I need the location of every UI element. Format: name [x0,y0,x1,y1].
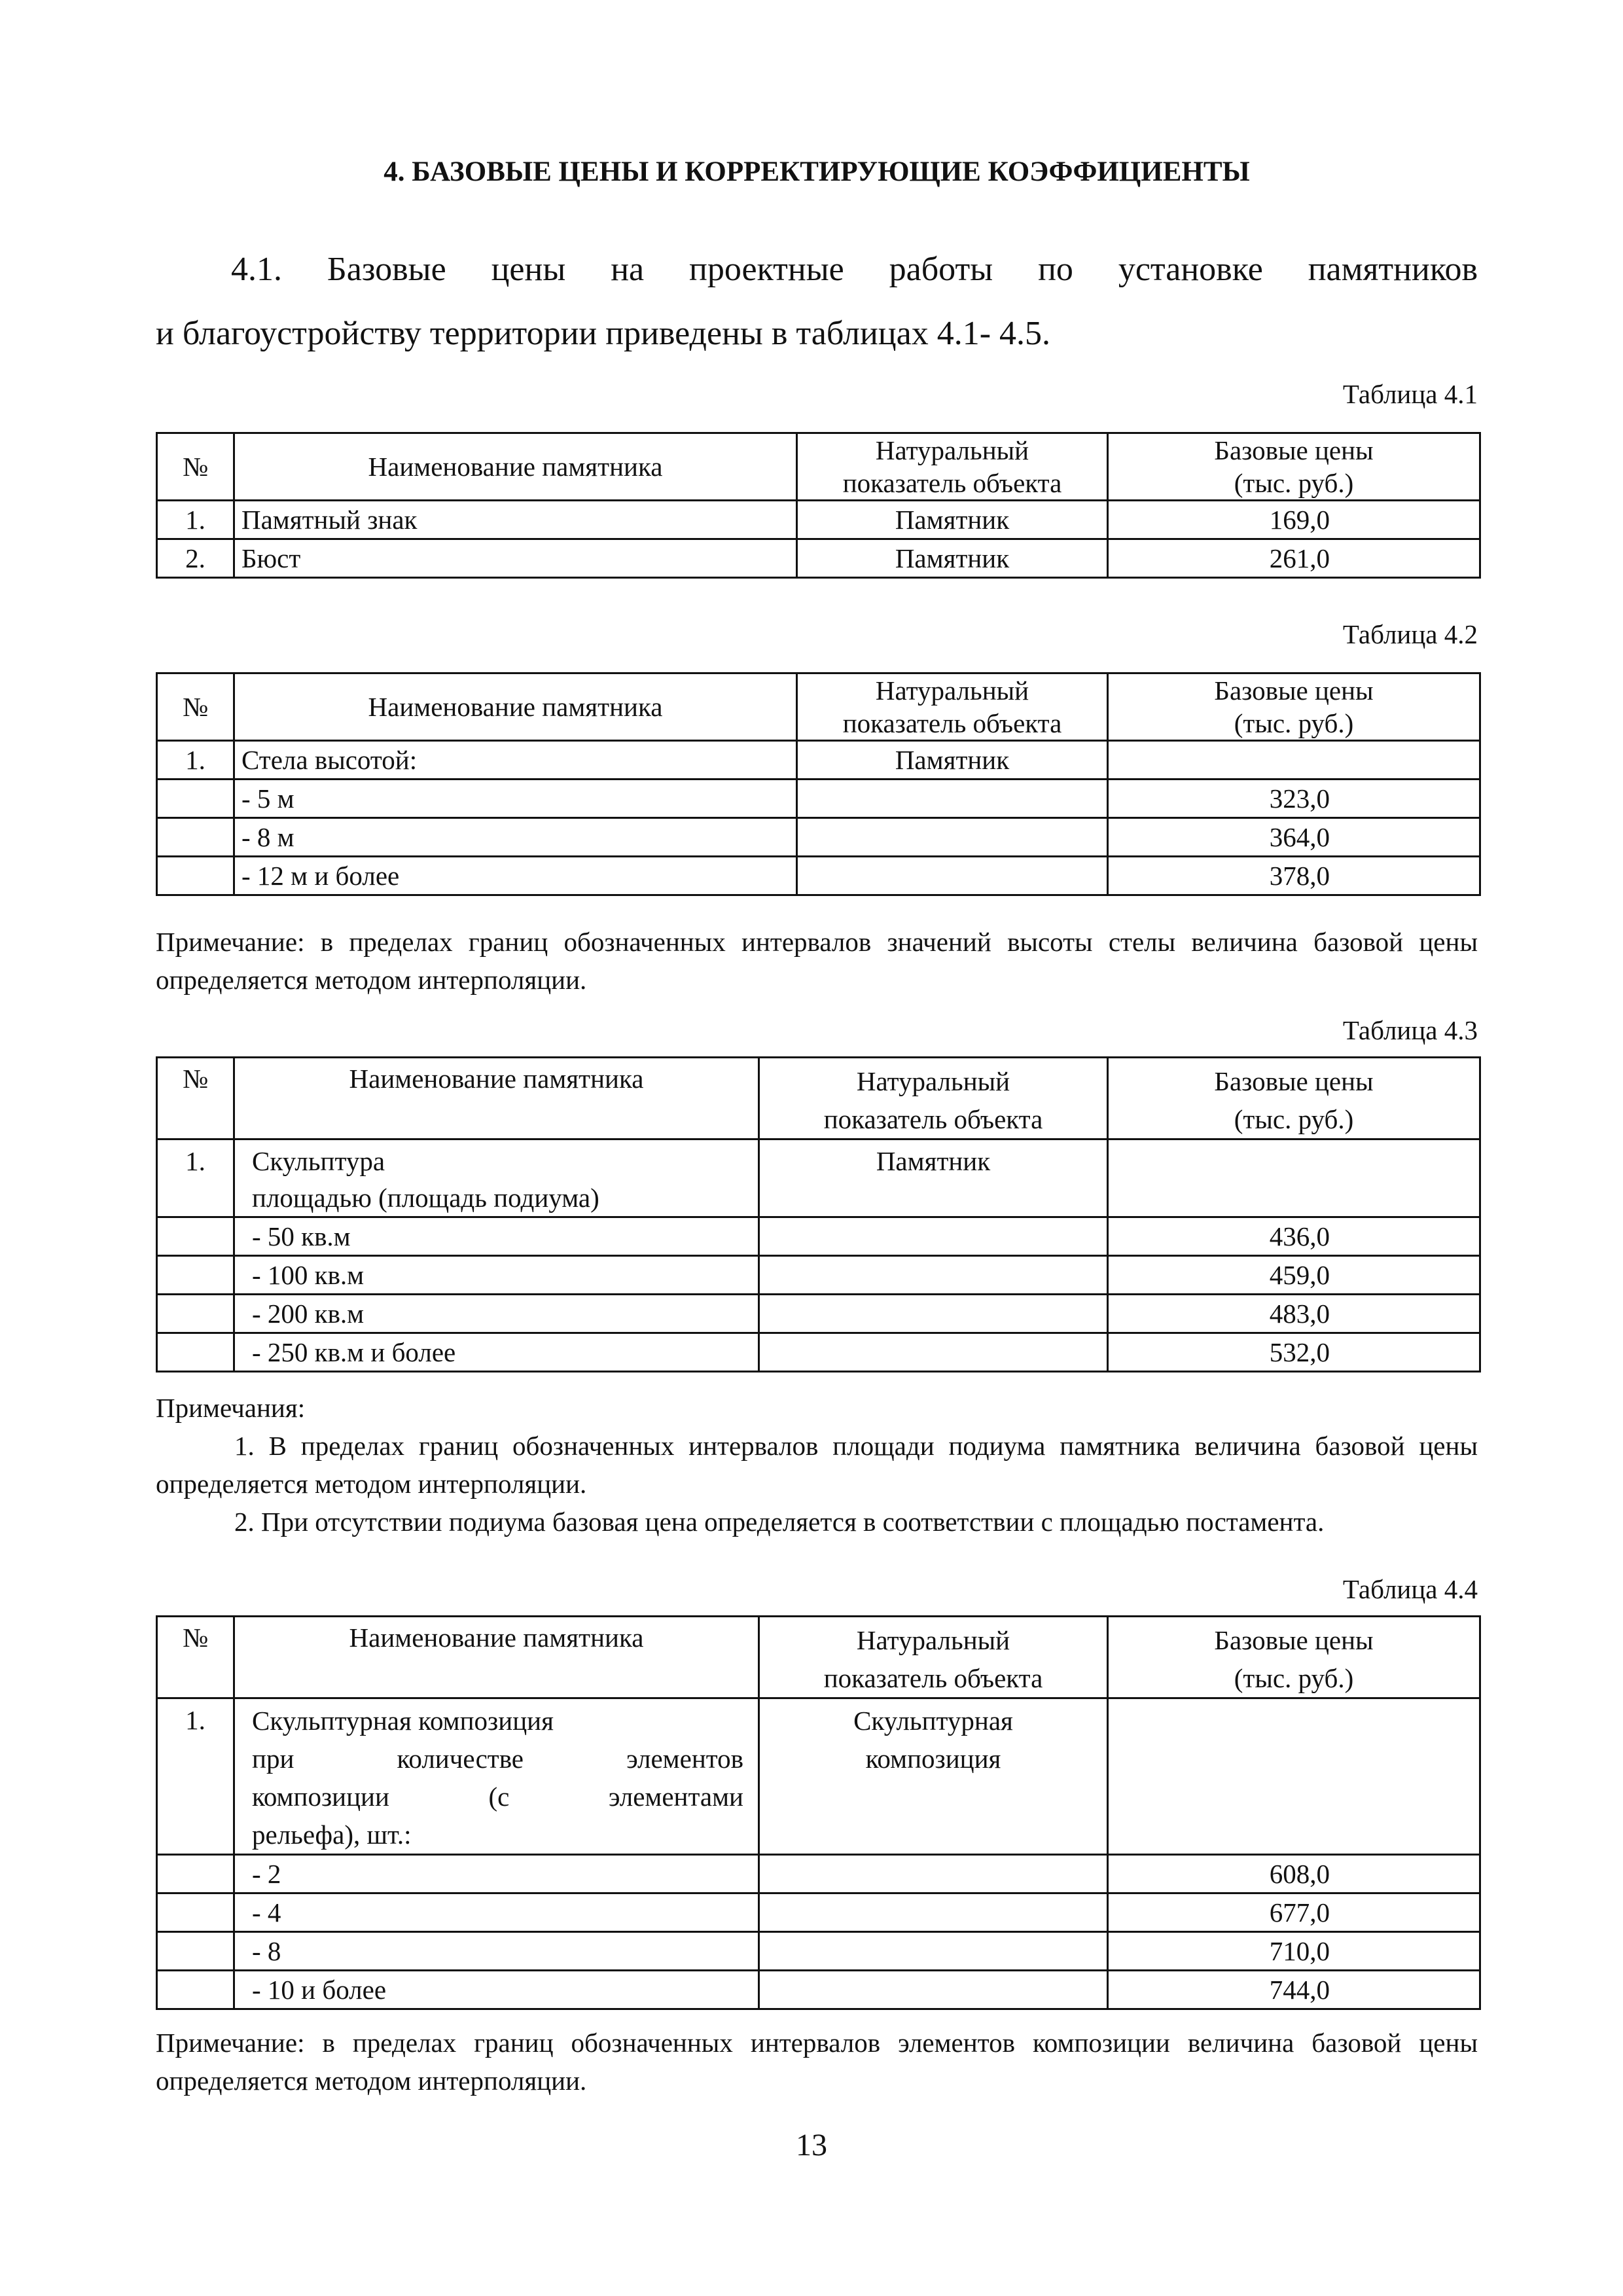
header-indicator: Натуральный показатель объекта [759,1617,1108,1698]
header-name: Наименование памятника [234,1058,759,1139]
table-row: - 8 710,0 [157,1932,1480,1971]
intro-line-1: 4.1. Базовые цены на проектные работы по установке памятников [231,251,1478,288]
table-4-4 [156,1615,1481,2010]
table-4-2 [156,672,1481,896]
table-row: 1. Скульптурная композиция при количестве элементов композиции (с элементами рельефа), шт.: Скульптурная композиция [157,1698,1480,1855]
table-row: - 50 кв.м 436,0 [157,1217,1480,1256]
table-row: 2. Бюст Памятник 261,0 [157,539,1480,578]
header-num: № [157,433,234,501]
table-4-3-notes [156,1389,1478,1541]
table-header-row [157,433,1480,501]
header-price: Базовые цены (тыс. руб.) [1108,1058,1480,1139]
section-heading: 4. БАЗОВЫЕ ЦЕНЫ И КОРРЕКТИРУЮЩИЕ КОЭФФИЦИЕНТЫ [383,156,1250,187]
header-indicator: Натуральный показатель объекта [797,673,1108,741]
table-row: - 10 и более 744,0 [157,1971,1480,2009]
page-number: 13 [796,2128,827,2162]
table-row: - 250 кв.м и более 532,0 [157,1333,1480,1372]
note-2: 2. При отсутствии подиума базовая цена определяется в соответствии с площадью постамента. [234,1507,1325,1537]
header-price: Базовые цены (тыс. руб.) [1108,433,1480,501]
table-4-4-note: Примечание: в пределах границ обозначенных интервалов элементов композиции величина базовой цены определяется методом интерполяции. [156,2028,1478,2096]
notes-title: Примечания: [156,1393,306,1423]
header-price: Базовые цены (тыс. руб.) [1108,673,1480,741]
table-row: - 200 кв.м 483,0 [157,1295,1480,1333]
table-row: - 8 м 364,0 [157,818,1480,857]
table-4-3 [156,1056,1481,1372]
header-num: № [157,1058,234,1139]
table-4-1 [156,432,1481,579]
table-row: 1. Скульптура площадью (площадь подиума) Памятник [157,1139,1480,1217]
table-row: - 2 608,0 [157,1855,1480,1893]
table-header-row [157,1058,1480,1139]
table-row: - 100 кв.м 459,0 [157,1256,1480,1295]
header-indicator: Натуральный показатель объекта [759,1058,1108,1139]
table-header-row [157,673,1480,741]
table-row: - 5 м 323,0 [157,780,1480,818]
header-num: № [157,673,234,741]
intro-line-2: и благоустройству территории приведены в таблицах 4.1- 4.5. [156,315,1051,352]
table-4-2-caption: Таблица 4.2 [1342,619,1478,649]
table-4-4-caption: Таблица 4.4 [1342,1574,1478,1604]
table-row: - 12 м и более 378,0 [157,857,1480,895]
header-name: Наименование памятника [234,433,797,501]
header-name: Наименование памятника [234,673,797,741]
header-num: № [157,1617,234,1698]
table-row: 1. Стела высотой: Памятник [157,741,1480,780]
header-indicator: Натуральный показатель объекта [797,433,1108,501]
header-price: Базовые цены (тыс. руб.) [1108,1617,1480,1698]
table-4-2-note: Примечание: в пределах границ обозначенных интервалов значений высоты стелы величина базовой цены определяется методом интерполяции. [156,927,1478,995]
table-4-3-caption: Таблица 4.3 [1342,1015,1478,1045]
table-row: - 4 677,0 [157,1893,1480,1932]
header-name: Наименование памятника [234,1617,759,1698]
table-row: 1. Памятный знак Памятник 169,0 [157,501,1480,539]
table-header-row [157,1617,1480,1698]
table-4-1-caption: Таблица 4.1 [1342,379,1478,409]
note-1: 1. В пределах границ обозначенных интервалов площади подиума памятника величина базовой цены определяется методом интерполяции. [156,1431,1478,1499]
